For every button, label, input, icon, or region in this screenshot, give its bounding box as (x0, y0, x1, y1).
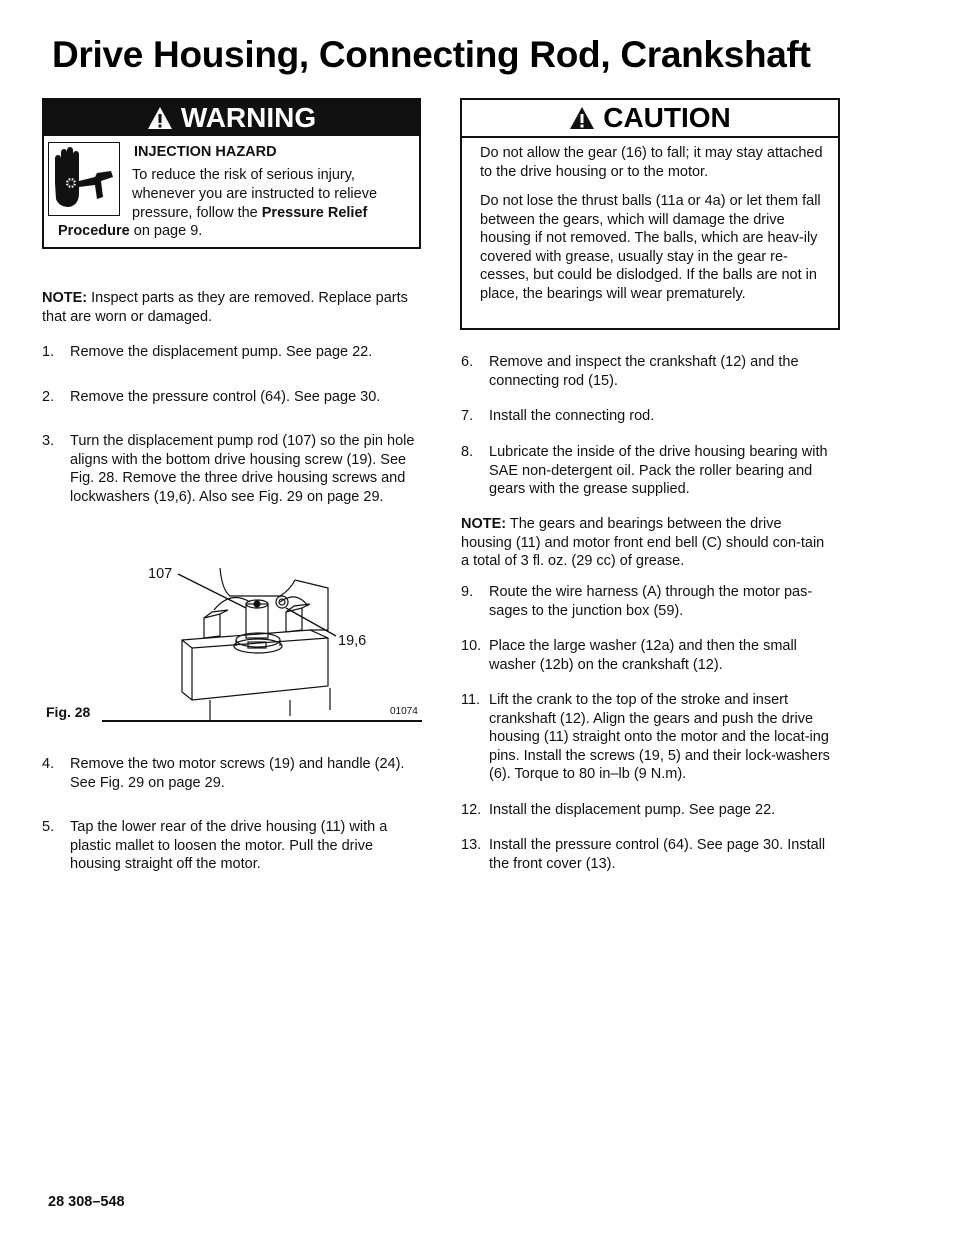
list-item (461, 353, 841, 393)
step-number: 1. (42, 344, 55, 360)
callout-19-6: 19,6 (338, 633, 367, 649)
hazard-text: To reduce the risk of serious injury, whenever you are instructed to relieve pressure, follow the Pressure Relief (132, 167, 378, 221)
note-inspect: NOTE: Inspect parts as they are removed. Replace parts that are worn or damaged. (42, 290, 408, 325)
step-text: Install the connecting rod. (489, 408, 655, 424)
step-text: Lubricate the inside of the drive housing bearing with SAE non-detergent oil. Pack the roller bearing and gears with the grease supplied. (489, 444, 828, 497)
warning-box (42, 98, 421, 249)
warning-heading: WARNING (180, 102, 317, 133)
hazard-title: INJECTION HAZARD (134, 144, 277, 160)
step-text: Remove the displacement pump. See page 22. (70, 344, 373, 360)
caution-box (460, 98, 840, 330)
list-item (461, 637, 841, 677)
warning-triangle-icon (147, 106, 173, 130)
step-text: Route the wire harness (A) through the motor pas-sages to the junction box (59). (489, 584, 813, 619)
list-item (42, 755, 417, 795)
step-text: Remove the two motor screws (19) and handle (24). See Fig. 29 on page 29. (70, 756, 405, 791)
caution-paragraph: Do not lose the thrust balls (11a or 4a) or let them fall between the gears, which will damage the drive housing if not removed. The balls, which are heav-ily covered with grease, usually stay in the gear re-cesses, but could be dislodged. If the balls are not in place, the bearings will wear prematurely. (480, 193, 821, 302)
step-number: 8. (461, 444, 474, 460)
caution-triangle-icon (569, 106, 595, 130)
step-number: 11. (461, 692, 481, 708)
step-number: 5. (42, 819, 55, 835)
list-item (461, 836, 841, 876)
step-number: 12. (461, 802, 482, 818)
step-number: 13. (461, 837, 482, 853)
caution-paragraph: Do not allow the gear (16) to fall; it may stay attached to the drive housing or to the motor. (480, 145, 823, 180)
page-footer: 28 308–548 (48, 1194, 125, 1210)
warning-header (44, 100, 419, 136)
step-text: Install the displacement pump. See page 22. (489, 802, 776, 818)
figure-rule (102, 720, 422, 722)
step-text: Turn the displacement pump rod (107) so the pin hole aligns with the bottom drive housing screw (19). See Fig. 28. Remove the three drive housing screws and lockwashers (19,6). Also see Fig. 29 on page 29. (70, 433, 415, 505)
list-item (461, 443, 841, 503)
note-grease: NOTE: The gears and bearings between the drive housing (11) and motor front end bell (C) should con-tain a total of 3 fl. oz. (29 cc) of grease. (461, 516, 825, 569)
list-item (461, 691, 841, 791)
step-number: 10. (461, 638, 482, 654)
figure-code: 01074 (390, 706, 418, 717)
list-item (461, 801, 841, 821)
step-number: 9. (461, 584, 474, 600)
step-text: Tap the lower rear of the drive housing (11) with a plastic mallet to loosen the motor. Pull the drive housing straight off the motor. (70, 819, 388, 872)
list-item (42, 432, 417, 532)
injection-hazard-hand-icon (48, 142, 120, 216)
list-item (42, 818, 417, 878)
step-number: 4. (42, 756, 55, 772)
hazard-text-tail: Procedure on page 9. (58, 223, 203, 239)
list-item (42, 388, 417, 408)
step-text: Install the pressure control (64). See page 30. Install the front cover (13). (489, 837, 826, 872)
step-number: 7. (461, 408, 474, 424)
step-text: Lift the crank to the top of the stroke and insert crankshaft (12). Align the gears and push the drive housing (11) straight onto the motor and the locat-ing pins. Install the screws (19, 5) and their lock-washers (6). Torque to 80 in–lb (9 N.m). (489, 692, 830, 782)
list-item (461, 407, 841, 427)
step-text: Place the large washer (12a) and then the small washer (12b) on the crankshaft (12). (489, 638, 797, 673)
caution-heading: CAUTION (603, 102, 731, 133)
caution-header (462, 100, 838, 138)
list-item (461, 583, 841, 623)
page-title: Drive Housing, Connecting Rod, Crankshaft (52, 34, 811, 75)
step-number: 2. (42, 389, 55, 405)
list-item (42, 343, 417, 363)
step-text: Remove and inspect the crankshaft (12) and the connecting rod (15). (489, 354, 799, 389)
step-number: 6. (461, 354, 474, 370)
callout-107: 107 (148, 566, 173, 582)
step-text: Remove the pressure control (64). See page 30. (70, 389, 381, 405)
figure-label: Fig. 28 (46, 704, 91, 720)
step-number: 3. (42, 433, 55, 449)
